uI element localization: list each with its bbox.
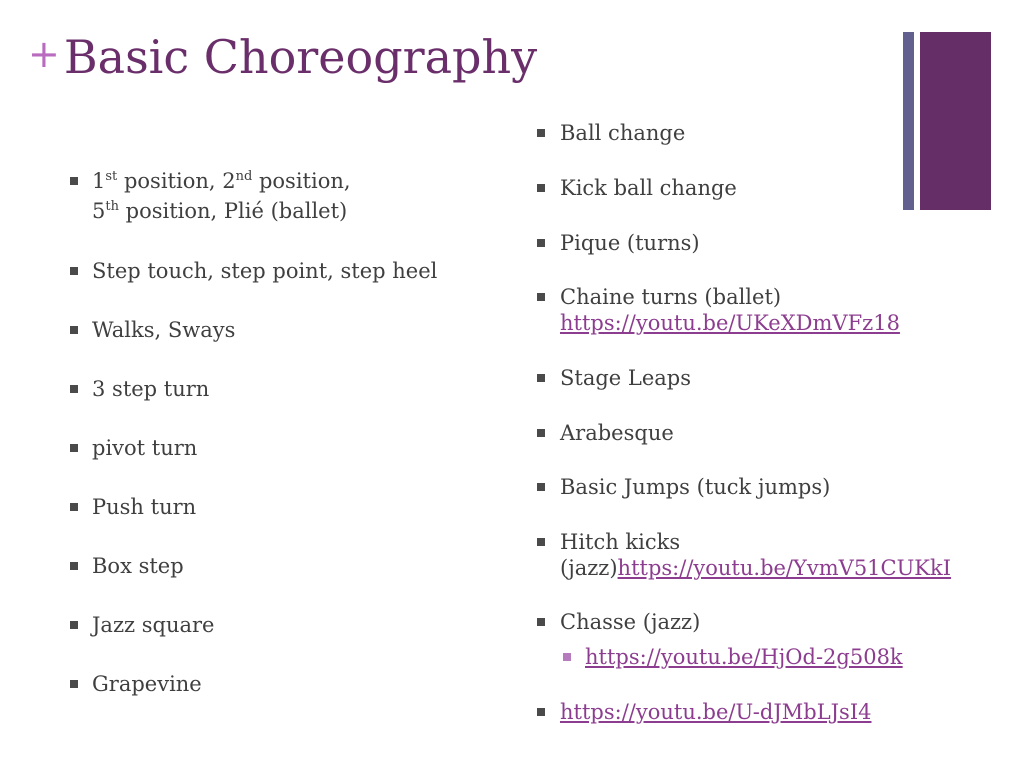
sub-bullet-icon [563, 653, 571, 661]
youtube-link-chaine[interactable]: https://youtu.be/UKeXDmVFz18 [560, 311, 900, 335]
bullet-icon [537, 483, 545, 491]
slide-title-text: Basic Choreography [63, 30, 538, 84]
list-item: Walks, Sways [92, 318, 236, 342]
list-item: Ball change [560, 121, 686, 145]
list-item-positions [92, 168, 351, 224]
bullet-icon [70, 621, 78, 629]
list-item: Arabesque [560, 421, 674, 445]
list-item: Kick ball change [560, 176, 737, 200]
list-item-label: Chaine turns (ballet) [560, 285, 782, 309]
list-item: 3 step turn [92, 377, 210, 401]
bullet-icon [537, 239, 545, 247]
bullet-icon [537, 293, 545, 301]
hitch-kicks-line-2: (jazz)https://youtu.be/YvmV51CUKkI [560, 556, 952, 580]
bullet-icon [537, 708, 545, 716]
decorative-bar-thin [903, 32, 914, 210]
plus-icon: + [28, 32, 60, 76]
decorative-bar-thick [920, 32, 991, 210]
list-item: Basic Jumps (tuck jumps) [560, 475, 831, 499]
slide-title [28, 30, 537, 84]
bullet-icon [70, 680, 78, 688]
bullet-icon [70, 177, 78, 185]
list-item-hitch-kicks [560, 529, 951, 581]
list-item-chaine-turns [560, 284, 900, 336]
list-item: Step touch, step point, step heel [92, 259, 438, 283]
bullet-icon [70, 267, 78, 275]
youtube-link-extra[interactable]: https://youtu.be/U-dJMbLJsI4 [560, 700, 872, 724]
list-item: Stage Leaps [560, 366, 692, 390]
list-item: Chasse (jazz) [560, 610, 701, 634]
bullet-icon [537, 618, 545, 626]
bullet-icon [70, 444, 78, 452]
list-item: Pique (turns) [560, 231, 700, 255]
bullet-icon [70, 385, 78, 393]
bullet-icon [537, 129, 545, 137]
list-item: Box step [92, 554, 184, 578]
bullet-icon [70, 562, 78, 570]
bullet-icon [537, 184, 545, 192]
bullet-icon [537, 429, 545, 437]
list-item: Grapevine [92, 672, 202, 696]
list-item: Push turn [92, 495, 197, 519]
bullet-icon [537, 538, 545, 546]
bullet-icon [70, 503, 78, 511]
positions-line-1: 1st position, 2nd position, [92, 169, 351, 193]
bullet-icon [537, 374, 545, 382]
list-item: Jazz square [92, 613, 215, 637]
youtube-link-chasse[interactable]: https://youtu.be/HjOd-2g508k [585, 645, 903, 669]
youtube-link-hitch-kicks[interactable]: https://youtu.be/YvmV51CUKkI [617, 556, 952, 580]
list-item: pivot turn [92, 436, 198, 460]
bullet-icon [70, 326, 78, 334]
positions-line-2: 5th position, Plié (ballet) [92, 199, 348, 223]
list-item-label: Hitch kicks [560, 530, 681, 554]
